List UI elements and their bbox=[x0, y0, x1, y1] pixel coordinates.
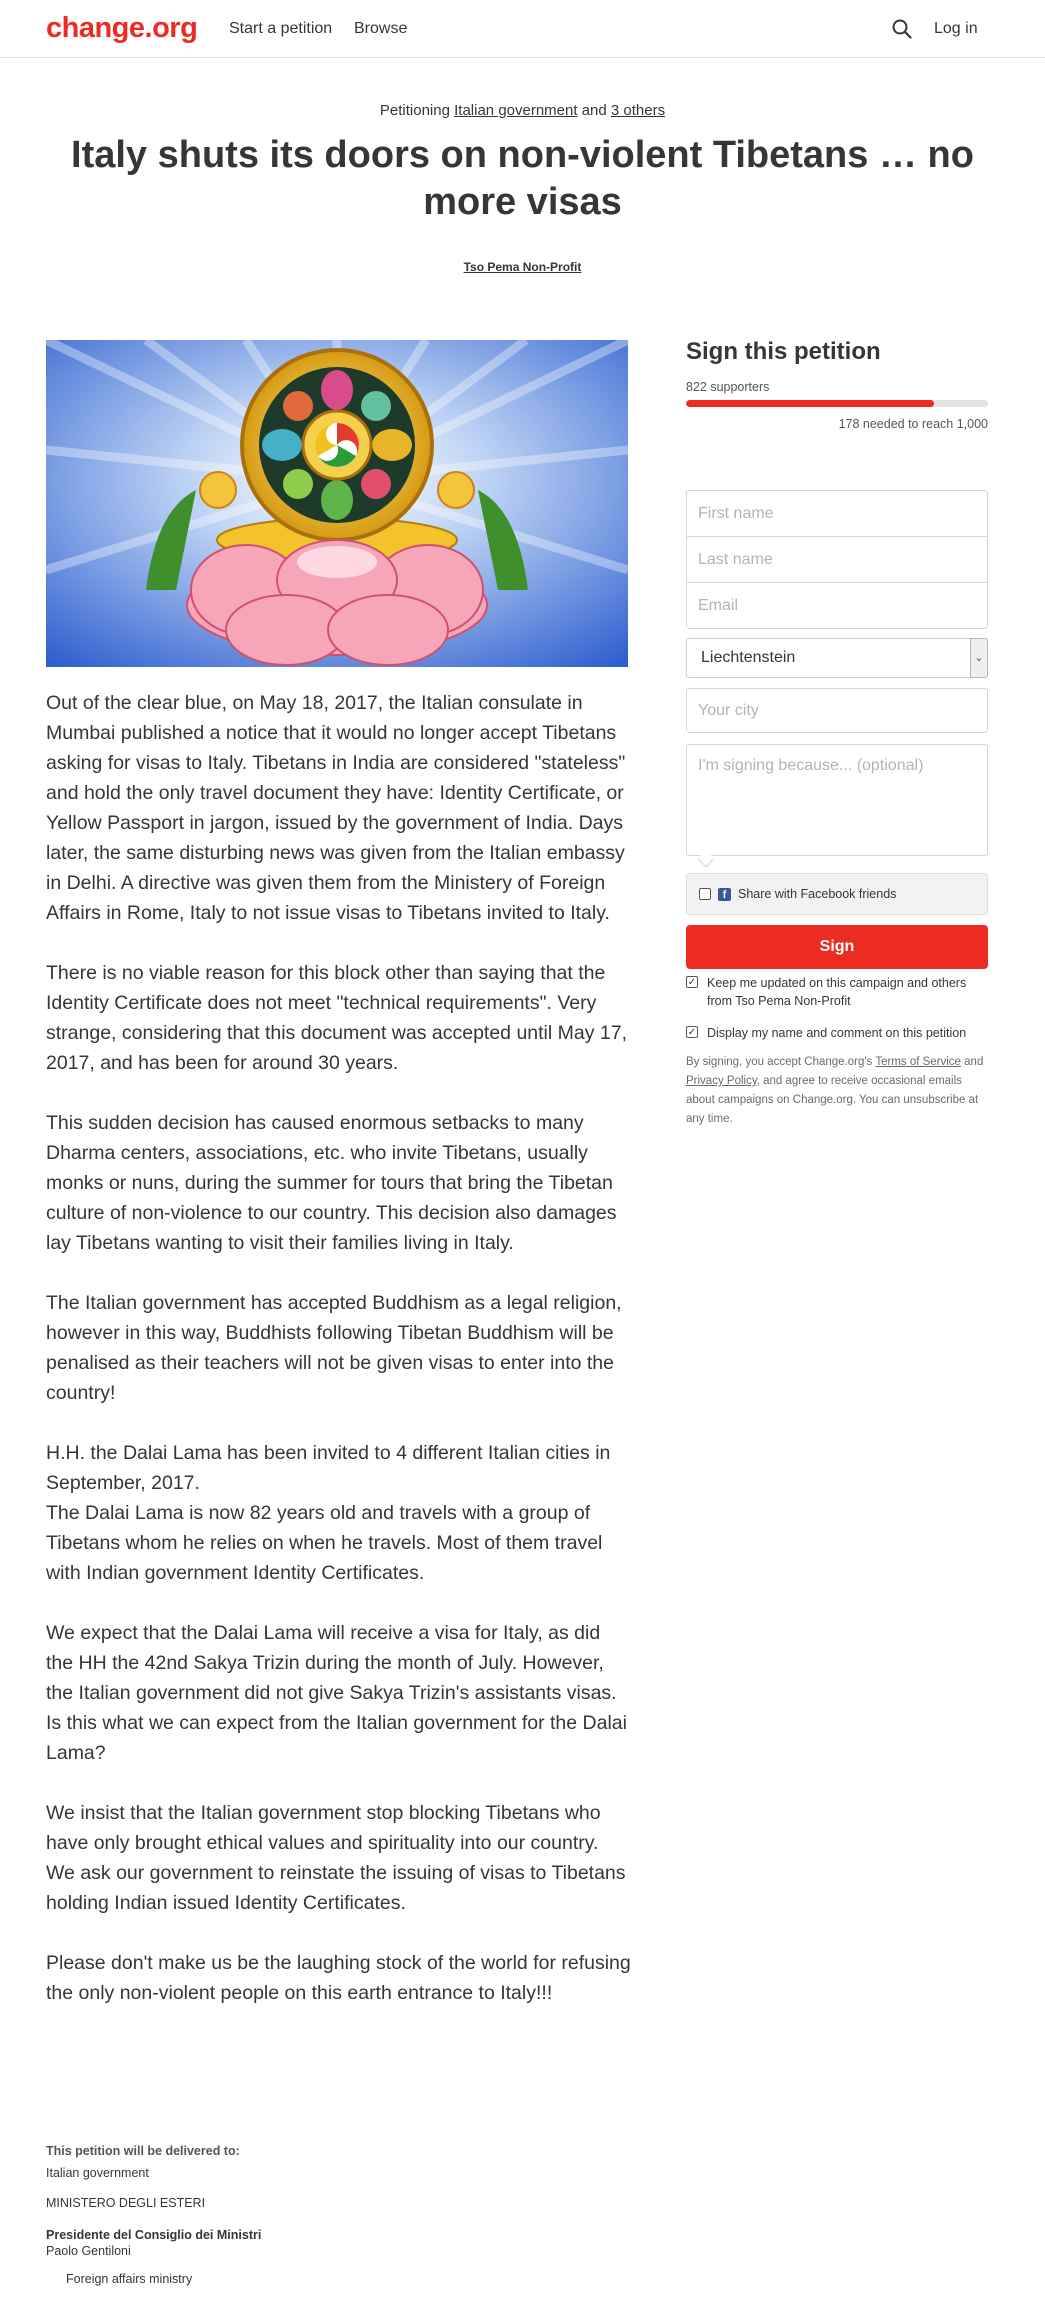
display-name-label: Display my name and comment on this petition bbox=[707, 1026, 967, 1040]
facebook-share-label: Share with Facebook friends bbox=[738, 887, 897, 901]
legal-text-continued: , and agree to receive occasional emails about campaigns on Change.org. You can unsubscribe at any time. bbox=[686, 1075, 979, 1125]
country-select[interactable] bbox=[686, 638, 988, 678]
description-paragraph: There is no viable reason for this block other than saying that the Identity Certificate does not meet "technical requirements". Very strange, considering that this document was accepted until May 17, 2017, and has been for around 30 years. bbox=[46, 962, 627, 1074]
checkbox-checked-icon[interactable]: ✓ bbox=[687, 977, 697, 988]
description-paragraph: Out of the clear blue, on May 18, 2017, the Italian consulate in Mumbai published a notice that it would no longer accept Tibetans asking for visas to Italy. Tibetans in India are considered "stateless" and hold the only travel document they have: Identity Certificate, or Yellow Passport in jargon, issued by the government of India. Days later, the same disturbing news was given from the Italian embassy in Delhi. A directive was given them from the Ministery of Foreign Affairs in Rome, Italy to not issue visas to Tibetans invited to Italy. bbox=[46, 692, 626, 924]
petition-targets bbox=[0, 102, 1045, 119]
last-name-input[interactable] bbox=[686, 536, 988, 583]
city-input[interactable] bbox=[686, 688, 988, 733]
progress-fill bbox=[686, 400, 934, 407]
petition-description bbox=[46, 688, 632, 2038]
keep-updated-option[interactable] bbox=[686, 974, 988, 1010]
recipient: Italian government bbox=[46, 2166, 149, 2180]
nav-start-petition[interactable]: Start a petition bbox=[229, 20, 333, 37]
recipient: Foreign affairs ministry bbox=[66, 2272, 193, 2286]
search-icon[interactable] bbox=[891, 18, 913, 40]
petition-title: Italy shuts its doors on non-violent Tibetans … no more visas bbox=[71, 134, 974, 223]
change-org-logo[interactable]: change.org bbox=[46, 12, 198, 44]
terms-of-service-link[interactable]: Terms of Service bbox=[875, 1056, 961, 1068]
nav-browse[interactable]: Browse bbox=[354, 20, 408, 37]
target-others-link[interactable]: 3 others bbox=[610, 102, 666, 119]
petition-image bbox=[46, 340, 628, 667]
legal-notice bbox=[686, 1053, 988, 1129]
supporters-count: 822 supporters bbox=[686, 380, 770, 394]
login-link[interactable]: Log in bbox=[934, 20, 978, 37]
recipient-name: Paolo Gentiloni bbox=[46, 2244, 131, 2258]
display-name-option[interactable] bbox=[686, 1024, 988, 1042]
site-header bbox=[0, 0, 1045, 58]
description-paragraph: We insist that the Italian government stop blocking Tibetans who have only brought ethical values and spirituality into our country. We ask our government to reinstate the issuing of visas to Tibetans holding Indian issued Identity Certificates. bbox=[46, 1802, 626, 1914]
country-select-value: Liechtenstein bbox=[701, 649, 796, 666]
petition-starter-link[interactable]: Tso Pema Non-Profit bbox=[463, 260, 582, 274]
email-input[interactable] bbox=[686, 582, 988, 629]
delivery-heading: This petition will be delivered to: bbox=[46, 2144, 240, 2158]
description-paragraph: This sudden decision has caused enormous setbacks to many Dharma centers, associations, etc. who invite Tibetans, usually monks or nuns, during the summer for tours that bring the Tibetan culture of non-violence to our country. This decision also damages lay Tibetans wanting to visit their families living in Italy. bbox=[46, 1112, 617, 1254]
privacy-policy-link[interactable]: Privacy Policy bbox=[686, 1075, 757, 1087]
description-paragraph: We expect that the Dalai Lama will receive a visa for Italy, as did the HH the 42nd Sakya Trizin during the month of July. However, the Italian government did not give Sakya Trizin's assistants visas. Is this what we can expect from the Italian government for the Dalai Lama? bbox=[46, 1622, 627, 1764]
keep-updated-label: Keep me updated on this campaign and others from Tso Pema Non-Profit bbox=[707, 976, 967, 1008]
petitioning-prefix: Petitioning bbox=[379, 102, 450, 119]
sign-petition-title: Sign this petition bbox=[686, 338, 881, 365]
checkbox-checked-icon[interactable]: ✓ bbox=[687, 1027, 697, 1038]
description-paragraph: The Italian government has accepted Buddhism as a legal religion, however in this way, Buddhists following Tibetan Buddhism will be penalised as their teachers will not be given visas to enter into the country! bbox=[46, 1292, 622, 1404]
dharma-wheel-illustration bbox=[46, 340, 628, 667]
facebook-icon: f bbox=[718, 888, 731, 901]
legal-and-text: and bbox=[964, 1056, 984, 1068]
legal-text: By signing, you accept Change.org's bbox=[686, 1056, 873, 1068]
and-text: and bbox=[581, 102, 607, 119]
delivery-recipients bbox=[46, 2144, 546, 2286]
description-paragraph: Please don't make us be the laughing stock of the world for refusing the only non-violent people on this earth entrance to Italy!!! bbox=[46, 1952, 631, 2004]
first-name-input[interactable] bbox=[686, 490, 988, 537]
recipient-title: Presidente del Consiglio dei Ministri bbox=[46, 2228, 262, 2242]
description-paragraph: H.H. the Dalai Lama has been invited to 4 different Italian cities in September, 2017. The Dalai Lama is now 82 years old and travels with a group of Tibetans whom he relies on when he travels. Most of them travel with Indian government Identity Certificates. bbox=[46, 1442, 611, 1584]
facebook-share-checkbox[interactable] bbox=[699, 888, 711, 900]
sign-button[interactable]: Sign bbox=[686, 925, 988, 969]
supporters-progress-bar bbox=[686, 400, 988, 407]
signatures-needed: 178 needed to reach 1,000 bbox=[838, 417, 988, 431]
chevron-down-icon[interactable]: ⌄ bbox=[970, 638, 988, 678]
recipient: MINISTERO DEGLI ESTERI bbox=[46, 2196, 206, 2210]
facebook-share-option[interactable] bbox=[686, 873, 988, 915]
target-primary-link[interactable]: Italian government bbox=[454, 102, 578, 119]
reason-textarea[interactable] bbox=[686, 744, 988, 856]
